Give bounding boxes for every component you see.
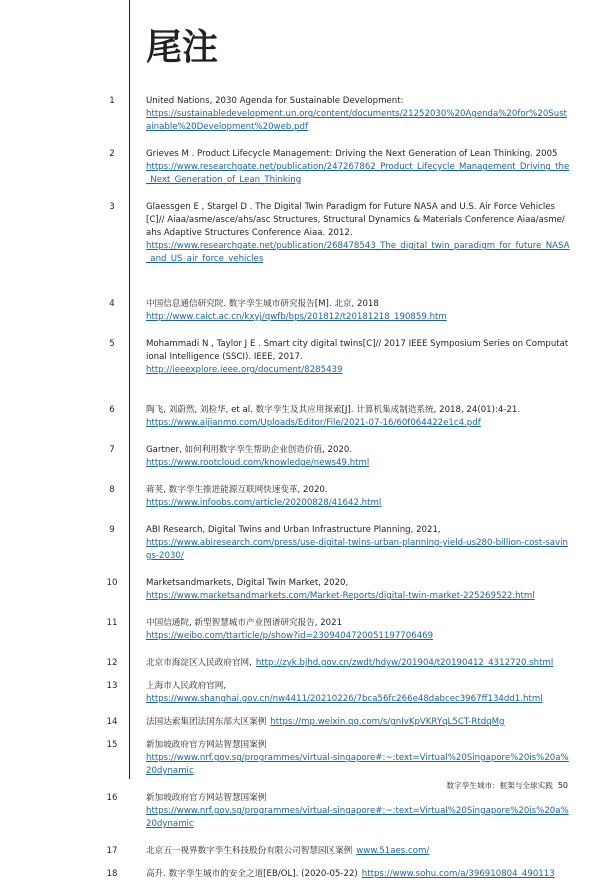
endnote-17 xyxy=(0,845,600,858)
endnote-body xyxy=(146,657,570,670)
endnote-citation: 新加坡政府官方网站智慧国案例 xyxy=(146,793,267,803)
endnote-9 xyxy=(0,524,600,563)
endnote-link[interactable]: http://www.caict.ac.cn/kxyj/qwfb/bps/201812/t20181218_190859.htm xyxy=(146,312,447,322)
endnote-3 xyxy=(0,201,600,266)
endnote-number: 18 xyxy=(106,869,118,879)
endnote-10 xyxy=(0,577,600,603)
endnote-number: 12 xyxy=(106,658,118,668)
endnote-link[interactable]: https://sustainabledevelopment.un.org/content/documents/21252030%20Agenda%20for%20Sustainable%20Development%20web.pdf xyxy=(146,109,568,132)
endnote-1 xyxy=(0,95,600,134)
endnote-8 xyxy=(0,484,600,510)
endnote-2 xyxy=(0,148,600,187)
endnote-citation: ABI Research, Digital Twins and Urban Infrastructure Planning, 2021, xyxy=(146,525,441,535)
endnote-number: 17 xyxy=(106,846,118,856)
endnote-14 xyxy=(0,716,600,729)
endnote-5 xyxy=(0,338,600,377)
endnote-citation: United Nations, 2030 Agenda for Sustainable Development: xyxy=(146,96,404,106)
endnote-number: 10 xyxy=(106,578,118,588)
endnote-body xyxy=(146,739,570,778)
endnote-4 xyxy=(0,298,600,324)
endnote-18 xyxy=(0,868,600,881)
endnote-citation: 高升. 数字孪生城市的安全之道[EB/OL]. (2020-05-22) xyxy=(146,869,358,879)
endnote-link[interactable]: https://mp.weixin.qq.com/s/gnIvKpVKRYqL5CT-RtdqMg xyxy=(270,717,505,727)
endnote-body xyxy=(146,524,570,563)
endnote-link[interactable]: http://ieeexplore.ieee.org/document/8285439 xyxy=(146,365,343,375)
endnote-number: 13 xyxy=(106,681,118,691)
endnote-link[interactable]: https://www.sohu.com/a/396910804_490113 xyxy=(361,869,555,879)
endnote-citation: Mohammadi N , Taylor J E . Smart city digital twins[C]// 2017 IEEE Symposium Series on Computational Intelligence (SSCI). IEEE, 2017. xyxy=(146,339,569,362)
endnote-body xyxy=(146,148,570,187)
endnote-number: 16 xyxy=(106,793,118,803)
endnote-link[interactable]: https://www.nrf.gov.sg/programmes/virtual-singapore#:~:text=Virtual%20Singapore%20is%20a%20dynamic xyxy=(146,806,569,829)
endnote-15 xyxy=(0,739,600,778)
endnote-link[interactable]: https://www.shanghai.gov.cn/nw4411/20210226/7bca56fc266e48dabcec3967ff134dd1.html xyxy=(146,694,543,704)
endnote-number: 3 xyxy=(109,202,115,212)
endnote-number: 8 xyxy=(109,485,115,495)
endnote-body xyxy=(146,617,570,643)
endnote-citation: 北京五一视界数字孪生科技股份有限公司智慧园区案例 xyxy=(146,846,353,856)
endnote-body xyxy=(146,792,570,831)
endnote-number: 9 xyxy=(109,525,115,535)
endnote-body xyxy=(146,95,570,134)
endnote-citation: Gartner, 如何利用数字孪生帮助企业创造价值, 2020. xyxy=(146,445,353,455)
endnote-link[interactable]: https://www.researchgate.net/publication/247267862_Product_Lifecycle_Management_Driving_the_Next_Generation_of_Lean_Thinking xyxy=(146,162,570,185)
endnote-citation: 新加坡政府官方网站智慧国案例 xyxy=(146,740,267,750)
endnote-7 xyxy=(0,444,600,470)
endnote-number: 1 xyxy=(109,96,115,106)
endnote-number: 14 xyxy=(106,717,118,727)
endnote-citation: Glaessgen E , Stargel D . The Digital Twin Paradigm for Future NASA and U.S. Air Force Vehicles[C]// Aiaa/asme/asce/ahs/asc Structures, Structural Dynamics & Materials Conference Aiaa/asme/ahs Adaptive Structures Conference Aiaa. 2012. xyxy=(146,202,565,238)
endnote-12 xyxy=(0,657,600,670)
endnote-number: 4 xyxy=(109,299,115,309)
endnote-citation: 陶飞, 刘蔚然, 刘检华, et al. 数字孪生及其应用探索[J]. 计算机集成制造系统, 2018, 24(01):4-21. xyxy=(146,405,521,415)
endnote-link[interactable]: http://zyk.bjhd.gov.cn/zwdt/hdyw/201904/t20190412_4312720.shtml xyxy=(255,658,554,668)
endnote-link[interactable]: www.51aes.com/ xyxy=(356,846,430,856)
endnote-body xyxy=(146,201,570,266)
page-number: 50 xyxy=(557,781,568,790)
endnote-body xyxy=(146,845,570,858)
endnote-link[interactable]: https://www.marketsandmarkets.com/Market-Reports/digital-twin-market-225269522.html xyxy=(146,591,535,601)
page-footer xyxy=(447,780,569,792)
endnote-citation: Marketsandmarkets, Digital Twin Market, 2020, xyxy=(146,578,349,588)
endnotes-list xyxy=(0,95,600,881)
endnote-citation: Grieves M . Product Lifecycle Management: Driving the Next Generation of Lean Thinking. 2005 xyxy=(146,149,558,159)
endnote-body xyxy=(146,868,570,881)
endnote-link[interactable]: https://www.nrf.gov.sg/programmes/virtual-singapore#:~:text=Virtual%20Singapore%20is%20a%20dynamic xyxy=(146,753,569,776)
endnote-body xyxy=(146,404,570,430)
endnote-citation: 中国信通院, 新型智慧城市产业图谱研究报告, 2021 xyxy=(146,618,343,628)
endnote-number: 5 xyxy=(109,339,115,349)
endnote-link[interactable]: https://www.researchgate.net/publication/268478543_The_digital_twin_paradigm_for_future_NASA_and_US_air_force_vehicles xyxy=(146,241,570,264)
endnote-11 xyxy=(0,617,600,643)
endnote-body xyxy=(146,680,570,706)
endnote-number: 11 xyxy=(106,618,118,628)
footer-book-title: 数字孪生城市：框架与全球实践 xyxy=(446,781,553,790)
endnote-number: 2 xyxy=(109,149,115,159)
endnote-link[interactable]: https://weibo.com/ttarticle/p/show?id=2309404720051197706469 xyxy=(146,631,434,641)
endnote-body xyxy=(146,444,570,470)
endnote-body xyxy=(146,716,570,729)
endnote-body xyxy=(146,484,570,510)
endnote-citation: 北京市海淀区人民政府官网, xyxy=(146,658,252,668)
endnote-citation: 法国达索集团法国东部大区案例 xyxy=(146,717,267,727)
endnote-number: 6 xyxy=(109,405,115,415)
endnote-6 xyxy=(0,404,600,430)
endnote-body xyxy=(146,577,570,603)
endnote-body xyxy=(146,298,570,324)
page-title: 尾注 xyxy=(146,27,219,68)
endnote-body xyxy=(146,338,570,377)
endnote-citation: 中国信息通信研究院. 数字孪生城市研究报告[M]. 北京, 2018 xyxy=(146,299,379,309)
endnote-citation: 上海市人民政府官网, xyxy=(146,681,227,691)
endnote-link[interactable]: https://www.rootcloud.com/knowledge/news49.html xyxy=(146,458,370,468)
endnote-citation: 蒋荚, 数字孪生推进能源互联网快速变革, 2020. xyxy=(146,485,328,495)
endnote-number: 15 xyxy=(106,740,118,750)
endnote-link[interactable]: https://www.aijianmo.com/Uploads/Editor/File/2021-07-16/60f064422e1c4.pdf xyxy=(146,418,481,428)
endnote-link[interactable]: https://www.abiresearch.com/press/use-digital-twins-urban-planning-yield-us280-billion-cost-savings-2030/ xyxy=(146,538,568,561)
endnote-13 xyxy=(0,680,600,706)
endnote-number: 7 xyxy=(109,445,115,455)
endnote-16 xyxy=(0,792,600,831)
endnote-link[interactable]: https://www.infoobs.com/article/20200828/41642.html xyxy=(146,498,382,508)
